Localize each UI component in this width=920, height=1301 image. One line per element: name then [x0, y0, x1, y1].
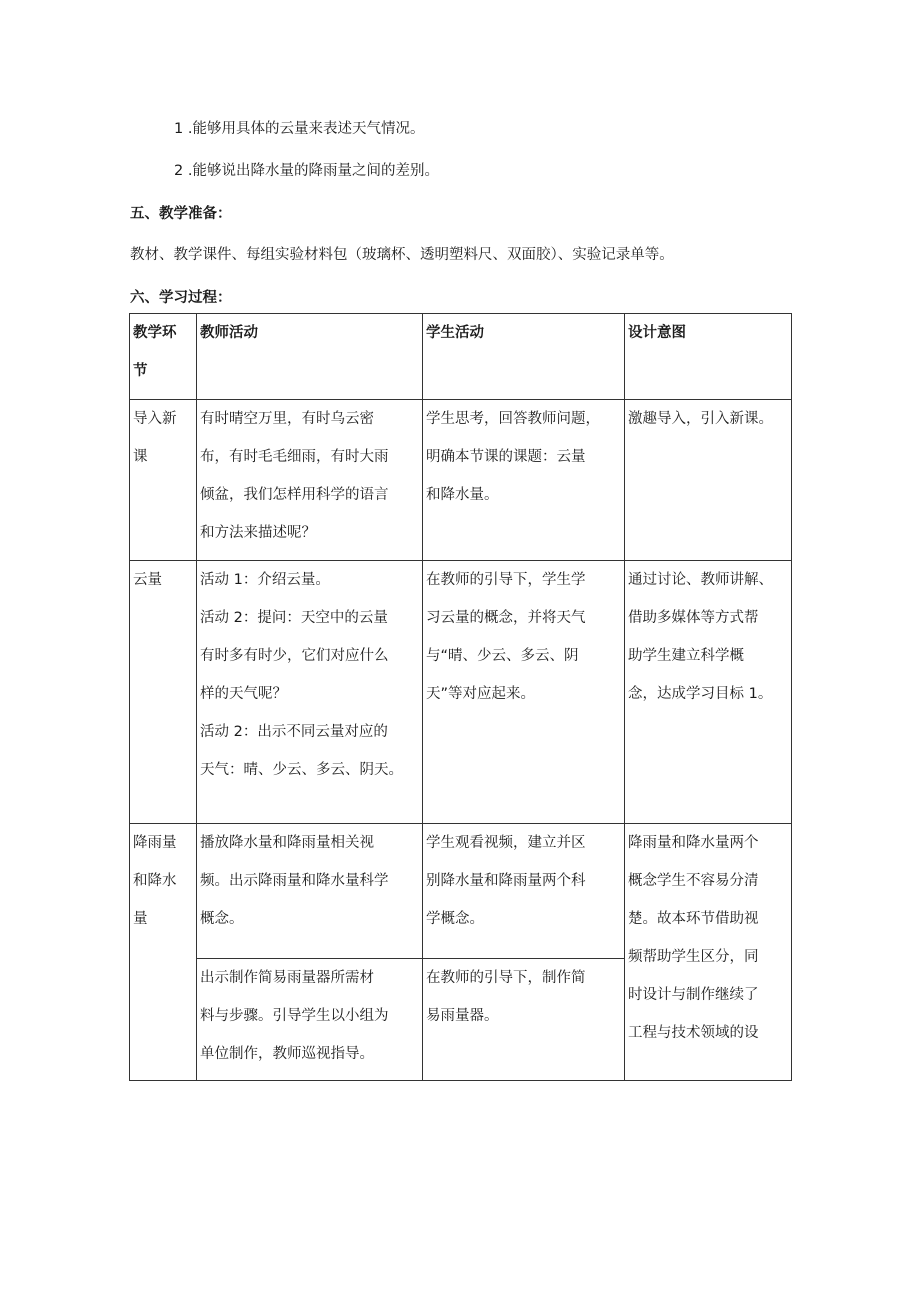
row1-stage: 导入新 课 [130, 400, 197, 561]
row3-teacher-2: 出示制作简易雨量器所需材 料与步骤。引导学生以小组为 单位制作，教师巡视指导。 [197, 959, 423, 1081]
row3-teacher: 播放降水量和降雨量相关视 频。出示降雨量和降水量科学 概念。 [197, 824, 423, 959]
row3-design: 降雨量和降水量两个 概念学生不容易分清 楚。故本环节借助视 频帮助学生区分，同 时设计与制作继续了 工程与技术领域的设 [625, 824, 792, 1081]
row3-student-2: 在教师的引导下，制作简 易雨量器。 [423, 959, 625, 1081]
header-design: 设计意图 [625, 314, 792, 400]
header-student: 学生活动 [423, 314, 625, 400]
table-row [130, 824, 792, 959]
row1-teacher: 有时晴空万里，有时乌云密 布，有时毛毛细雨，有时大雨 倾盆，我们怎样用科学的语言 和方法来描述呢？ [197, 400, 423, 561]
header-stage: 教学环 节 [130, 314, 197, 400]
table-row [130, 400, 792, 561]
objective-2: 2 .能够说出降水量的降雨量之间的差别。 [174, 163, 439, 179]
table-row [130, 561, 792, 824]
row3-student: 学生观看视频，建立并区 别降水量和降雨量两个科 学概念。 [423, 824, 625, 959]
header-teacher: 教师活动 [197, 314, 423, 400]
lesson-table [129, 313, 792, 1081]
row2-teacher: 活动 1：介绍云量。 活动 2：提问：天空中的云量 有时多有时少，它们对应什么 样的天气呢？ 活动 2：出示不同云量对应的 天气：晴、少云、多云、阴天。 [197, 561, 423, 824]
row2-design: 通过讨论、教师讲解、 借助多媒体等方式帮 助学生建立科学概 念，达成学习目标 1。 [625, 561, 792, 824]
section5-heading: 五、教学准备： [130, 206, 232, 222]
table-header-row [130, 314, 792, 400]
objective-1: 1 .能够用具体的云量来表述天气情况。 [174, 121, 425, 137]
section5-text: 教材、教学课件、每组实验材料包（玻璃杯、透明塑料尺、双面胶）、实验记录单等。 [130, 247, 674, 263]
row2-stage: 云量 [130, 561, 197, 824]
row3-stage: 降雨量 和降水 量 [130, 824, 197, 1081]
row1-design: 激趣导入，引入新课。 [625, 400, 792, 561]
row2-student: 在教师的引导下，学生学 习云量的概念，并将天气 与“晴、少云、多云、阴 天”等对应起来。 [423, 561, 625, 824]
row1-student: 学生思考，回答教师问题， 明确本节课的课题：云量 和降水量。 [423, 400, 625, 561]
section6-heading: 六、学习过程： [130, 290, 232, 306]
